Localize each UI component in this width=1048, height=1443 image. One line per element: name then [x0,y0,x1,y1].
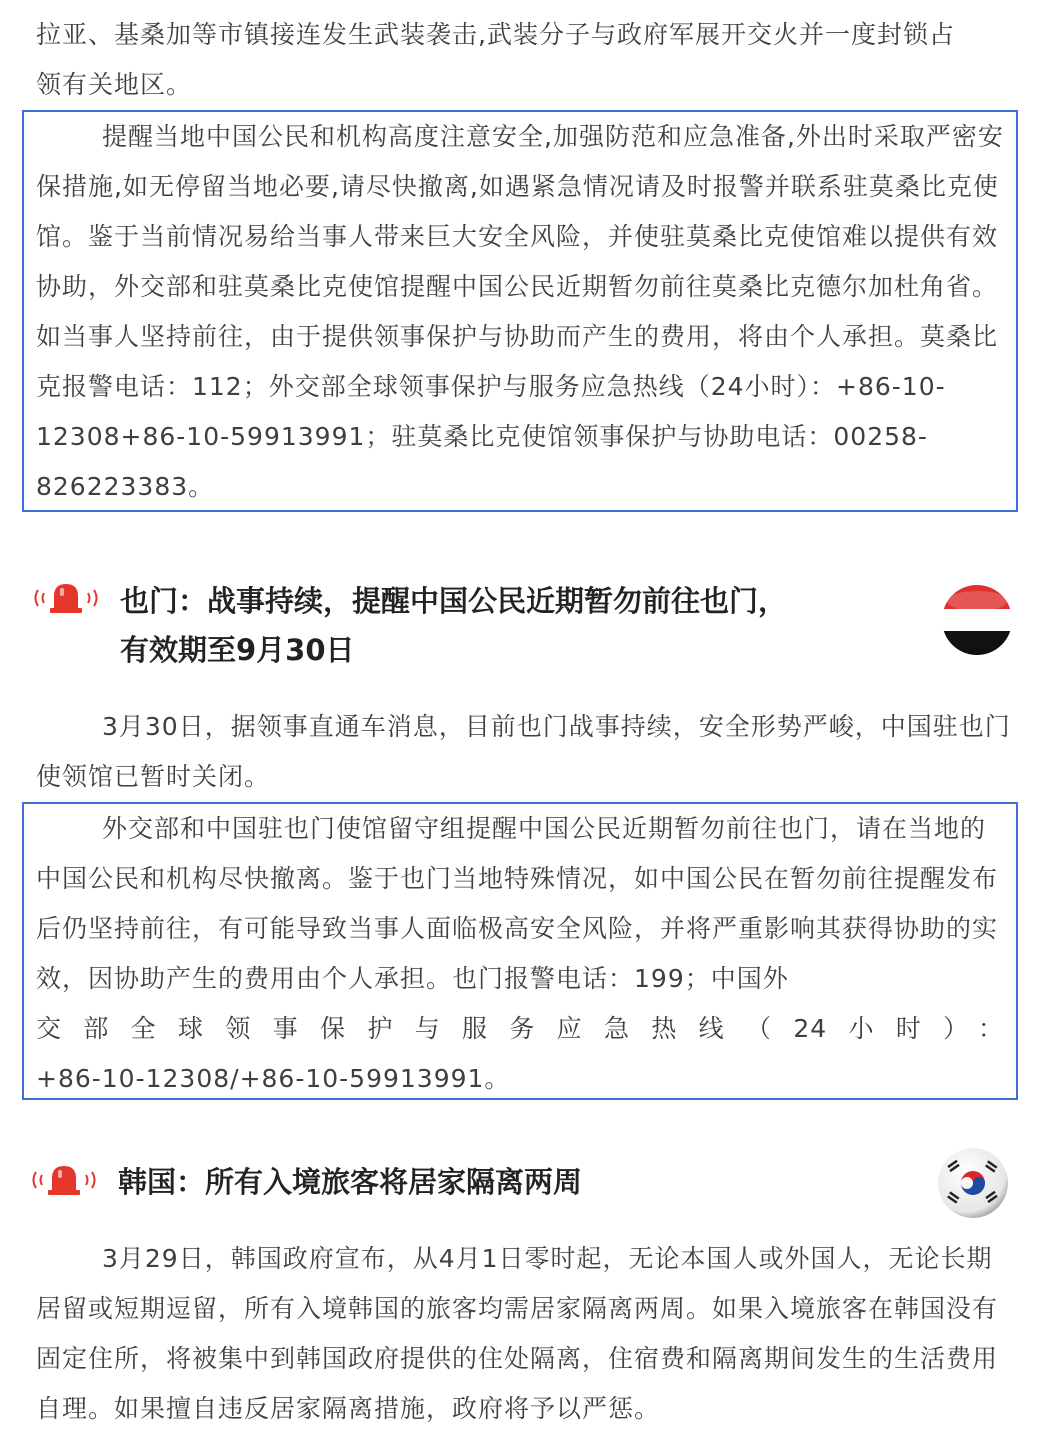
yemen-notice-numbers: +86-10-12308/+86-10-59913991。 [36,1064,511,1093]
intro-line-1: 拉亚、基桑加等市镇接连发生武装袭击,武装分子与政府军展开交火并一度封锁占 [36,20,955,49]
yemen-heading-line-2: 有效期至9月30日 [120,633,355,667]
south-korea-flag-icon [938,1148,1008,1218]
yemen-notice-box [22,802,1018,1100]
korea-heading: 韩国：所有入境旅客将居家隔离两周 [118,1165,583,1199]
mozambique-notice-text: 提醒当地中国公民和机构高度注意安全,加强防范和应急准备,外出时采取严密安保措施,如无停留当地必要,请尽快撤离,如遇紧急情况请及时报警并联系驻莫桑比克使馆。鉴于当前情况易给当事人带来巨大安全风险，并使驻莫桑比克使馆难以提供有效协助，外交部和驻莫桑比克使馆提醒中国公民近期暂勿前往莫桑比克德尔加杜角省。如当事人坚持前往，由于提供领事保护与协助而产生的费用，将由个人承担。莫桑比克报警电话：112；外交部全球领事保护与服务应急热线（24小时）：+86-10-12308+86-10-59913991；驻莫桑比克使馆领事保护与协助电话：00258-826223383。 [36,122,1004,501]
alarm-bell-icon [28,1160,100,1204]
yemen-heading-line-1: 也门：战事持续，提醒中国公民近期暂勿前往也门， [120,584,788,618]
yemen-flag-icon [942,585,1012,655]
alarm-bell-icon [30,578,102,622]
mozambique-notice-box [22,110,1018,512]
intro-line-2: 领有关地区。 [36,70,193,99]
korea-paragraph: 3月29日，韩国政府宣布，从4月1日零时起，无论本国人或外国人，无论长期居留或短期逗留，所有入境韩国的旅客均需居家隔离两周。如果入境旅客在韩国没有固定住所，将被集中到韩国政府提供的住处隔离，住宿费和隔离期间发生的生活费用自理。如果擅自违反居家隔离措施，政府将予以严惩。 [36,1244,999,1423]
yemen-notice-text: 外交部和中国驻也门使馆留守组提醒中国公民近期暂勿前往也门，请在当地的中国公民和机构尽快撤离。鉴于也门当地特殊情况，如中国公民在暂勿前往提醒发布后仍坚持前往，有可能导致当事人面临极高安全风险，并将严重影响其获得协助的实效，因协助产生的费用由个人承担。也门报警电话：199；中国外 [36,814,999,993]
yemen-notice-hotline: 交部全球领事保护与服务应急热线（24小时）： [36,1014,1004,1043]
yemen-paragraph: 3月30日，据领事直通车消息，目前也门战事持续，安全形势严峻，中国驻也门使领馆已暂时关闭。 [36,712,1011,791]
